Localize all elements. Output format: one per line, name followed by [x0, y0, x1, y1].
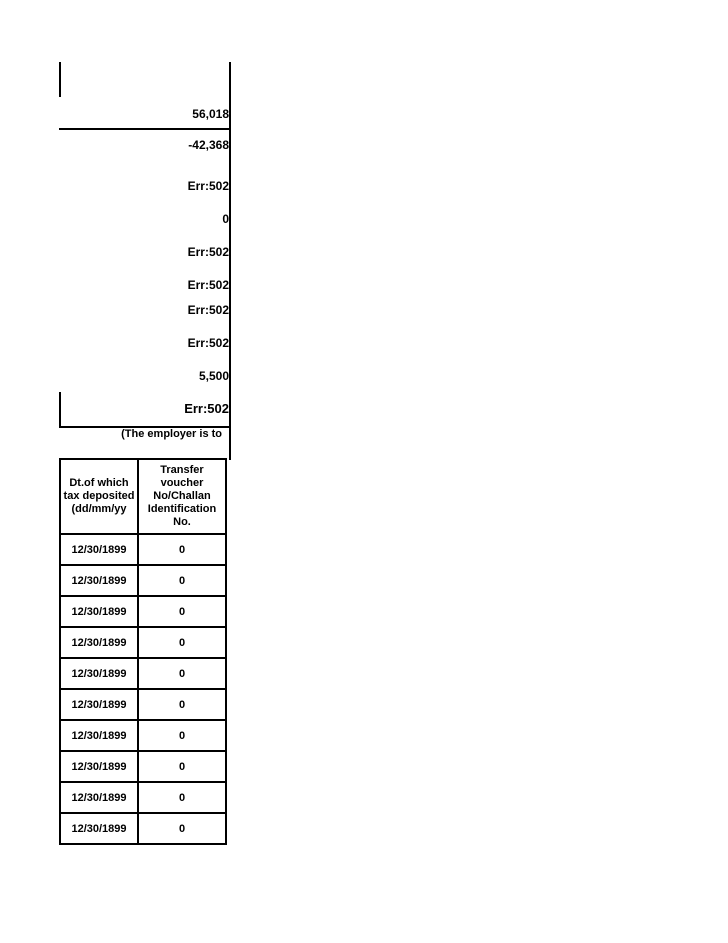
- deposit-date-cell: 12/30/1899: [60, 689, 138, 720]
- amount-value: 5,500: [198, 369, 229, 383]
- employer-note: (The employer is to: [121, 428, 222, 440]
- amount-value: Err:502: [187, 303, 229, 317]
- amount-value: Err:502: [187, 245, 229, 259]
- challan-id-cell: 0: [138, 565, 226, 596]
- left-border-mid: [59, 392, 61, 428]
- header-challan-id: Transfer voucher No/Challan Identification No.: [138, 459, 226, 534]
- deposit-date-cell: 12/30/1899: [60, 751, 138, 782]
- deposit-date-cell: 12/30/1899: [60, 782, 138, 813]
- table-row: [60, 627, 226, 658]
- challan-table: [59, 458, 227, 845]
- amount-value: Err:502: [187, 336, 229, 350]
- table-row: [60, 565, 226, 596]
- header-deposit-date: Dt.of which tax deposited (dd/mm/yy: [60, 459, 138, 534]
- deposit-date-cell: 12/30/1899: [60, 565, 138, 596]
- table-row: [60, 658, 226, 689]
- challan-id-cell: 0: [138, 596, 226, 627]
- table-row: [60, 782, 226, 813]
- challan-id-cell: 0: [138, 534, 226, 565]
- deposit-date-cell: 12/30/1899: [60, 596, 138, 627]
- left-border-top: [59, 62, 61, 97]
- amount-value: 56,018: [192, 107, 229, 121]
- row-divider: [59, 128, 231, 130]
- deposit-date-cell: 12/30/1899: [60, 813, 138, 844]
- challan-id-cell: 0: [138, 627, 226, 658]
- table-header-row: [60, 459, 226, 534]
- right-border: [229, 62, 231, 460]
- deposit-date-cell: 12/30/1899: [60, 627, 138, 658]
- deposit-date-cell: 12/30/1899: [60, 720, 138, 751]
- deposit-date-cell: 12/30/1899: [60, 658, 138, 689]
- amount-value: Err:502: [187, 278, 229, 292]
- table-row: [60, 720, 226, 751]
- challan-id-cell: 0: [138, 813, 226, 844]
- table-row: [60, 596, 226, 627]
- challan-id-cell: 0: [138, 751, 226, 782]
- table-row: [60, 689, 226, 720]
- table-row: [60, 534, 226, 565]
- amount-value: -42,368: [188, 138, 229, 152]
- table-row: [60, 751, 226, 782]
- deposit-date-cell: 12/30/1899: [60, 534, 138, 565]
- table-row: [60, 813, 226, 844]
- amount-value: Err:502: [184, 401, 229, 416]
- challan-id-cell: 0: [138, 689, 226, 720]
- challan-id-cell: 0: [138, 782, 226, 813]
- challan-id-cell: 0: [138, 720, 226, 751]
- amount-value: Err:502: [187, 179, 229, 193]
- challan-id-cell: 0: [138, 658, 226, 689]
- amount-value: 0: [222, 212, 229, 226]
